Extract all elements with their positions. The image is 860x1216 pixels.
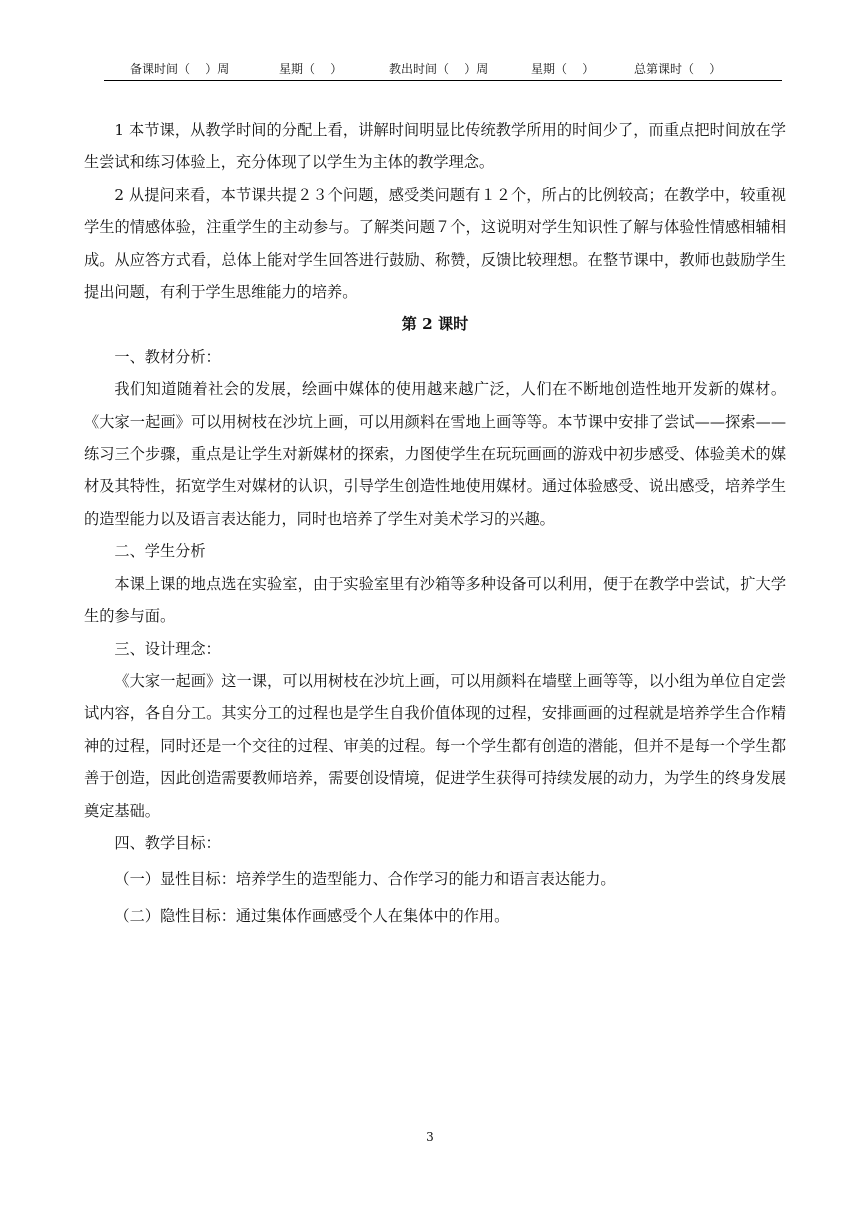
section-1-paragraph: 我们知道随着社会的发展，绘画中媒体的使用越来越广泛，人们在不断地创造性地开发新的媒材。《大家一起画》可以用树枝在沙坑上画，可以用颜料在雪地上画等等。本节课中安排了尝试——探索——练习三个步骤，重点是让学生对新媒材的探索，力图使学生在玩玩画画的游戏中初步感受、体验美术的媒材及其特性，拓宽学生对媒材的认识，引导学生创造性地使用媒材。通过体验感受、说出感受，培养学生的造型能力以及语言表达能力，同时也培养了学生对美术学习的兴趣。 (84, 380, 786, 528)
reflection-paragraph-1: 1 本节课，从教学时间的分配上看，讲解时间明显比传统教学所用的时间少了，而重点把时间放在学生尝试和练习体验上，充分体现了以学生为主体的教学理念。 (84, 121, 786, 172)
goal-implicit: （二）隐性目标：通过集体作画感受个人在集体中的作用。 (114, 906, 510, 925)
total-lessons-field: 总第课时（ ） (634, 62, 722, 76)
page-number: 3 (426, 1130, 434, 1144)
lesson-title: 第 2 课时 (401, 315, 469, 334)
section-4-heading: 四、教学目标： (114, 833, 221, 852)
teach-weekday-field: 星期（ ） (531, 62, 595, 76)
document-body (84, 114, 786, 932)
page-header (104, 62, 782, 81)
reflection-paragraph-2: 2 从提问来看，本节课共提２３个问题，感受类问题有１２个，所占的比例较高；在教学中，较重视学生的情感体验，注重学生的主动参与。了解类问题７个，这说明对学生知识性了解与体验性情感相辅相成。从应答方式看，总体上能对学生回答进行鼓励、称赞，反馈比较理想。在整节课中，教师也鼓励学生提出问题，有利于学生思维能力的培养。 (84, 185, 786, 302)
section-2-heading: 二、学生分析 (114, 542, 206, 561)
prep-time-field: 备课时间（ ）周 (130, 62, 230, 76)
section-3-paragraph: 《大家一起画》这一课，可以用树枝在沙坑上画，可以用颜料在墙壁上画等等，以小组为单位自定尝试内容，各自分工。其实分工的过程也是学生自我价值体现的过程，安排画画的过程就是培养学生合作精神的过程，同时还是一个交往的过程、审美的过程。每一个学生都有创造的潜能，但并不是每一个学生都善于创造，因此创造需要教师培养，需要创设情境，促进学生获得可持续发展的动力，为学生的终身发展奠定基础。 (84, 671, 786, 820)
section-2-paragraph: 本课上课的地点选在实验室，由于实验室里有沙箱等多种设备可以利用，便于在教学中尝试，扩大学生的参与面。 (84, 574, 786, 626)
teach-time-field: 教出时间（ ）周 (389, 62, 489, 76)
goal-explicit: （一）显性目标：培养学生的造型能力、合作学习的能力和语言表达能力。 (114, 870, 616, 889)
section-1-heading: 一、教材分析： (114, 347, 221, 366)
prep-weekday-field: 星期（ ） (279, 62, 343, 76)
section-3-heading: 三、设计理念： (114, 639, 221, 658)
